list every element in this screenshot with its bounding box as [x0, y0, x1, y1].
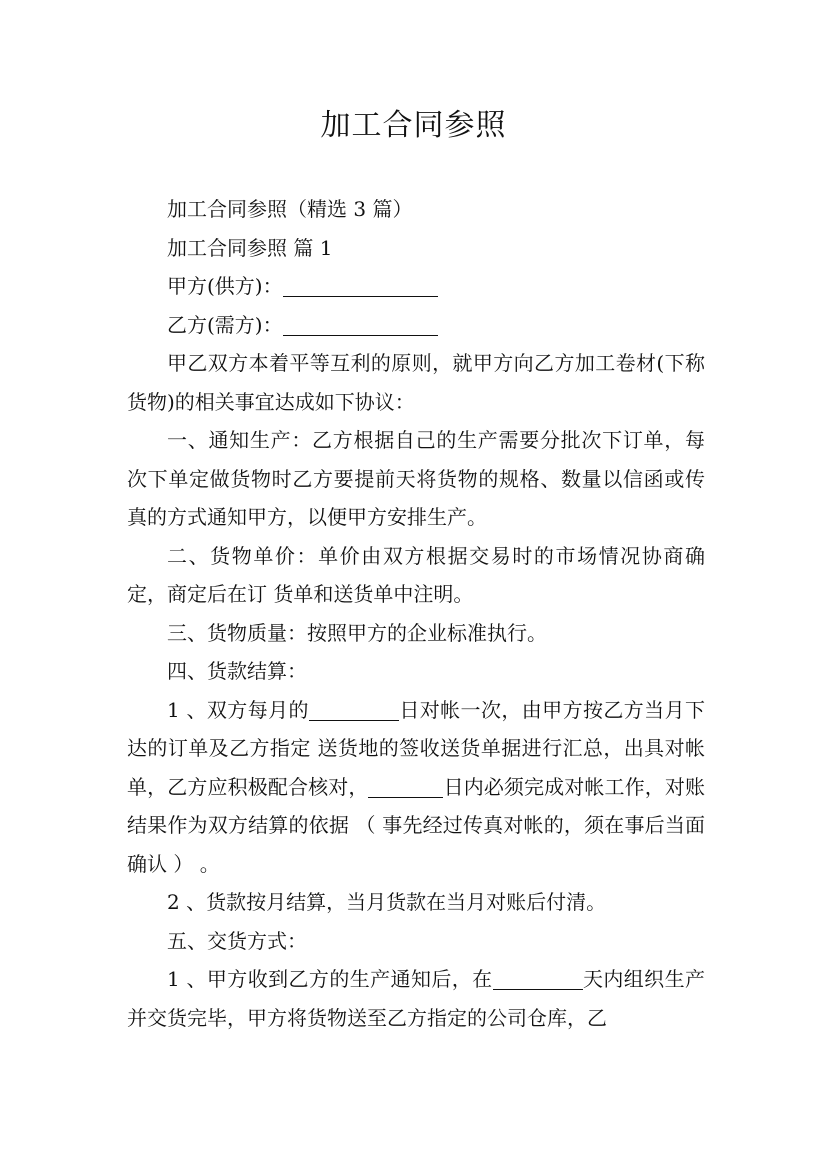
paragraph-section-heading: 加工合同参照 篇 1 [167, 235, 333, 260]
document-body [127, 190, 705, 1037]
paragraph-preamble: 甲乙双方本着平等互利的原则，就甲方向乙方加工卷材(下称货物)的相关事宜达成如下协议： [127, 351, 705, 414]
paragraph-clause-4-1 [127, 691, 705, 884]
party-a-blank [283, 274, 438, 297]
reconcile-day-blank [309, 698, 399, 721]
paragraph-clause-4: 四、货款结算： [167, 659, 307, 683]
party-b-blank [283, 313, 438, 336]
clause-5-1-text-a: 1 、甲方收到乙方的生产通知后，在 [167, 967, 493, 991]
clause-4-1-text-b: 日对帐一次，由甲方按乙方当月下达的订单及乙方指定 送货地的签收送货单据进行汇总，出具对帐单，乙方应积极配合核对， [127, 697, 705, 799]
paragraph-subtitle: 加工合同参照（精选 3 篇） [167, 197, 413, 221]
clause-4-1-text-a: 1 、双方每月的 [167, 697, 309, 722]
paragraph-clause-5-1 [127, 960, 705, 1037]
clause-5-1-text-b: 天内组织生产并交货完毕，甲方将货物送至乙方指定的公司仓库，乙 [127, 967, 705, 1030]
paragraph-clause-2: 二、货物单价：单价由双方根据交易时的市场情况协商确定，商定后在订 货单和送货单中注明。 [127, 543, 705, 606]
paragraph-clause-1: 一、通知生产：乙方根据自己的生产需要分批次下订单，每次下单定做货物时乙方要提前天将货物的规格、数量以信函或传真的方式通知甲方，以便甲方安排生产。 [127, 428, 705, 529]
paragraph-clause-4-2: 2 、货款按月结算，当月货款在当月对账后付清。 [167, 890, 607, 914]
delivery-days-blank [493, 967, 583, 990]
party-a-line [127, 267, 705, 306]
party-b-label: 乙方(需方)： [167, 312, 283, 337]
paragraph-clause-3: 三、货物质量：按照甲方的企业标准执行。 [167, 620, 547, 645]
clause-4-1-text-c: 日内必须完成对帐工作，对账结果作为双方结算的依据 （ 事先经过传真对帐的，须在事后当面确认 ） 。 [127, 774, 706, 876]
reconcile-days-blank [368, 775, 443, 798]
party-b-line [127, 306, 705, 345]
party-a-label: 甲方(供方)： [167, 274, 283, 298]
paragraph-clause-5: 五、交货方式： [167, 928, 307, 953]
document-title: 加工合同参照 [320, 108, 507, 143]
